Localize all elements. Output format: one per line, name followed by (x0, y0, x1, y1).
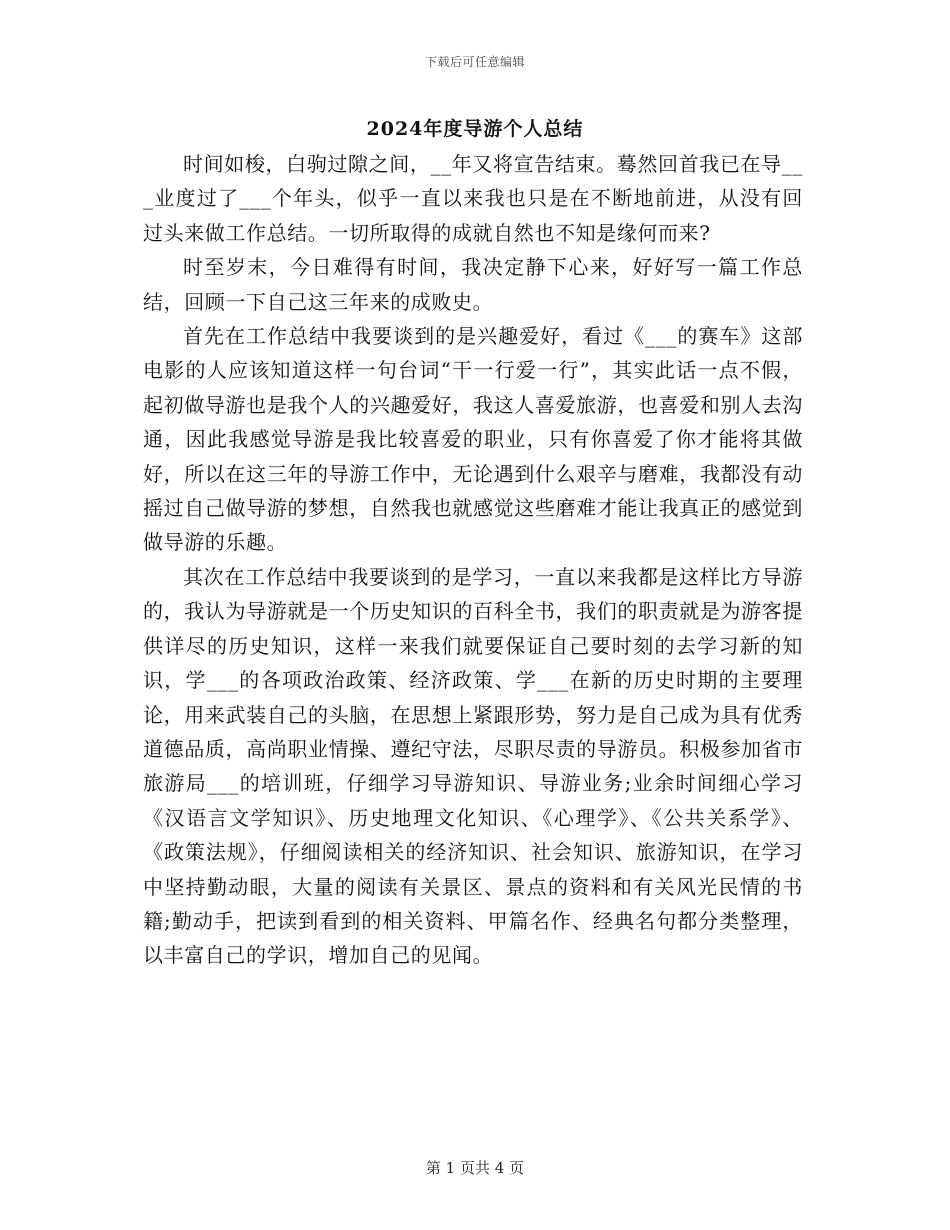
header-note: 下载后可任意编辑 (424, 55, 525, 69)
page-number: 第 1 页共 4 页 (425, 1159, 525, 1177)
paragraph-4: 其次在工作总结中我要谈到的是学习，一直以来我都是这样比方导游的，我认为导游就是一个历史知识的百科全书，我们的职责就是为游客提供详尽的历史知识，这样一来我们就要保证自己要时刻的去学习新的知识，学___的各项政治政策、经济政策、学___在新的历史时期的主要理论，用来武装自己的头脑，在思想上紧跟形势，努力是自己成为具有优秀道德品质，高尚职业情操、遵纪守法，尽职尽责的导游员。积极参加省市旅游局___的培训班，仔细学习导游知识、导游业务;业余时间细心学习《汉语言文学知识》、历史地理文化知识、《心理学》、《公共关系学》、《政策法规》，仔细阅读相关的经济知识、社会知识、旅游知识，在学习中坚持勤动眼，大量的阅读有关景区、景点的资料和有关风光民情的书籍;勤动手，把读到看到的相关资料、甲篇名作、经典名句都分类整理，以丰富自己的学识，增加自己的见闻。 (143, 564, 803, 968)
paragraph-1: 时间如梭，白驹过隙之间，__年又将宣告结束。蓦然回首我已在导___业度过了___个年头，似乎一直以来我也只是在不断地前进，从没有回过头来做工作总结。一切所取得的成就自然也不知是缘何而来? (143, 152, 803, 245)
paragraph-3: 首先在工作总结中我要谈到的是兴趣爱好，看过《___的赛车》这部电影的人应该知道这样一句台词“干一行爱一行”，其实此话一点不假，起初做导游也是我个人的兴趣爱好，我这人喜爱旅游，也喜爱和别人去沟通，因此我感觉导游是我比较喜爱的职业，只有你喜爱了你才能将其做好，所以在这三年的导游工作中，无论遇到什么艰辛与磨难，我都没有动摇过自己做导游的梦想，自然我也就感觉这些磨难才能让我真正的感觉到做导游的乐趣。 (143, 324, 803, 555)
document-body (143, 147, 803, 973)
paragraph-2: 时至岁末，今日难得有时间，我决定静下心来，好好写一篇工作总结，回顾一下自己这三年来的成败史。 (143, 255, 803, 314)
document-title: 2024年度导游个人总结 (366, 118, 584, 140)
